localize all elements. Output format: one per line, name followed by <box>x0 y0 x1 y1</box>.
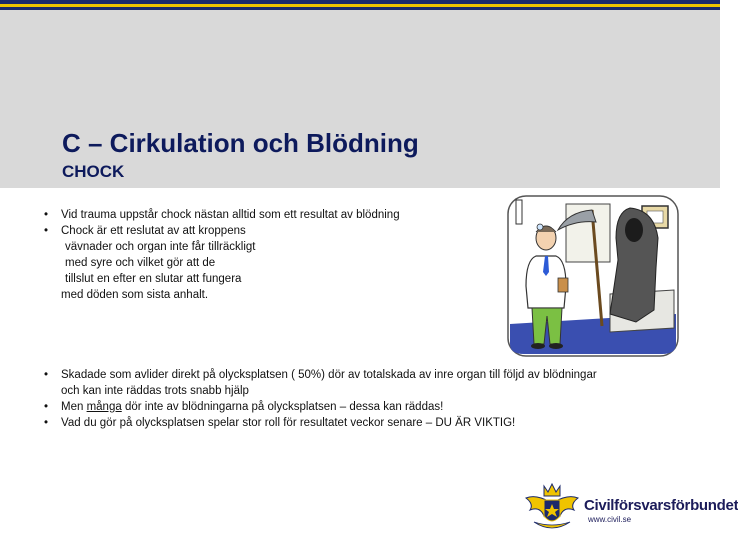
bullet-marker: • <box>44 225 49 237</box>
bullet-marker: • <box>44 209 49 221</box>
list-item <box>44 415 684 431</box>
bullet-text-line: med syre och vilket gör att de <box>65 257 216 269</box>
bullet-text-underlined: många <box>86 401 122 413</box>
crown-emblem-logo <box>524 482 580 534</box>
slide-title: C – Cirkulation och Blödning <box>62 128 419 158</box>
bullet-text-line: tillslut en efter en slutar att fungera <box>65 273 242 285</box>
bullet-marker: • <box>44 401 49 413</box>
organization-url[interactable]: www.civil.se <box>588 515 632 524</box>
list-item <box>44 207 474 223</box>
top-gold-stripe <box>0 4 720 7</box>
bullet-marker: • <box>44 417 49 429</box>
bullet-text-line: och kan inte räddas trots snabb hjälp <box>61 385 249 397</box>
organization-name: Civilförsvarsförbundet <box>584 497 738 514</box>
bullet-list-top <box>44 207 474 303</box>
bullet-text-post: dör inte av blödningarna på olycksplatsen – dessa kan räddas! <box>121 401 444 413</box>
bullet-text-line: med döden som sista anhalt. <box>61 289 209 301</box>
slide-subtitle: CHOCK <box>62 162 125 181</box>
bullet-text-line: Skadade som avlider direkt på olycksplatsen ( 50%) dör av totalskada av inre organ till följd av blödningar <box>61 369 597 381</box>
bullet-text-line: vävnader och organ inte får tillräckligt <box>65 241 256 253</box>
list-item <box>44 399 684 415</box>
cartoon-doctor-and-grim-reaper <box>506 194 680 358</box>
bullet-text-pre: Men <box>61 401 87 413</box>
bullet-text: Vad du gör på olycksplatsen spelar stor roll för resultatet veckor senare – DU ÄR VIKTIG! <box>61 417 516 429</box>
bullet-list-bottom <box>44 367 684 431</box>
bullet-text-line: Chock är ett reslutat av att kroppens <box>61 225 246 237</box>
list-item <box>44 367 684 399</box>
bullet-marker: • <box>44 369 49 381</box>
bullet-text: Vid trauma uppstår chock nästan alltid som ett resultat av blödning <box>61 209 400 221</box>
list-item <box>44 223 474 303</box>
